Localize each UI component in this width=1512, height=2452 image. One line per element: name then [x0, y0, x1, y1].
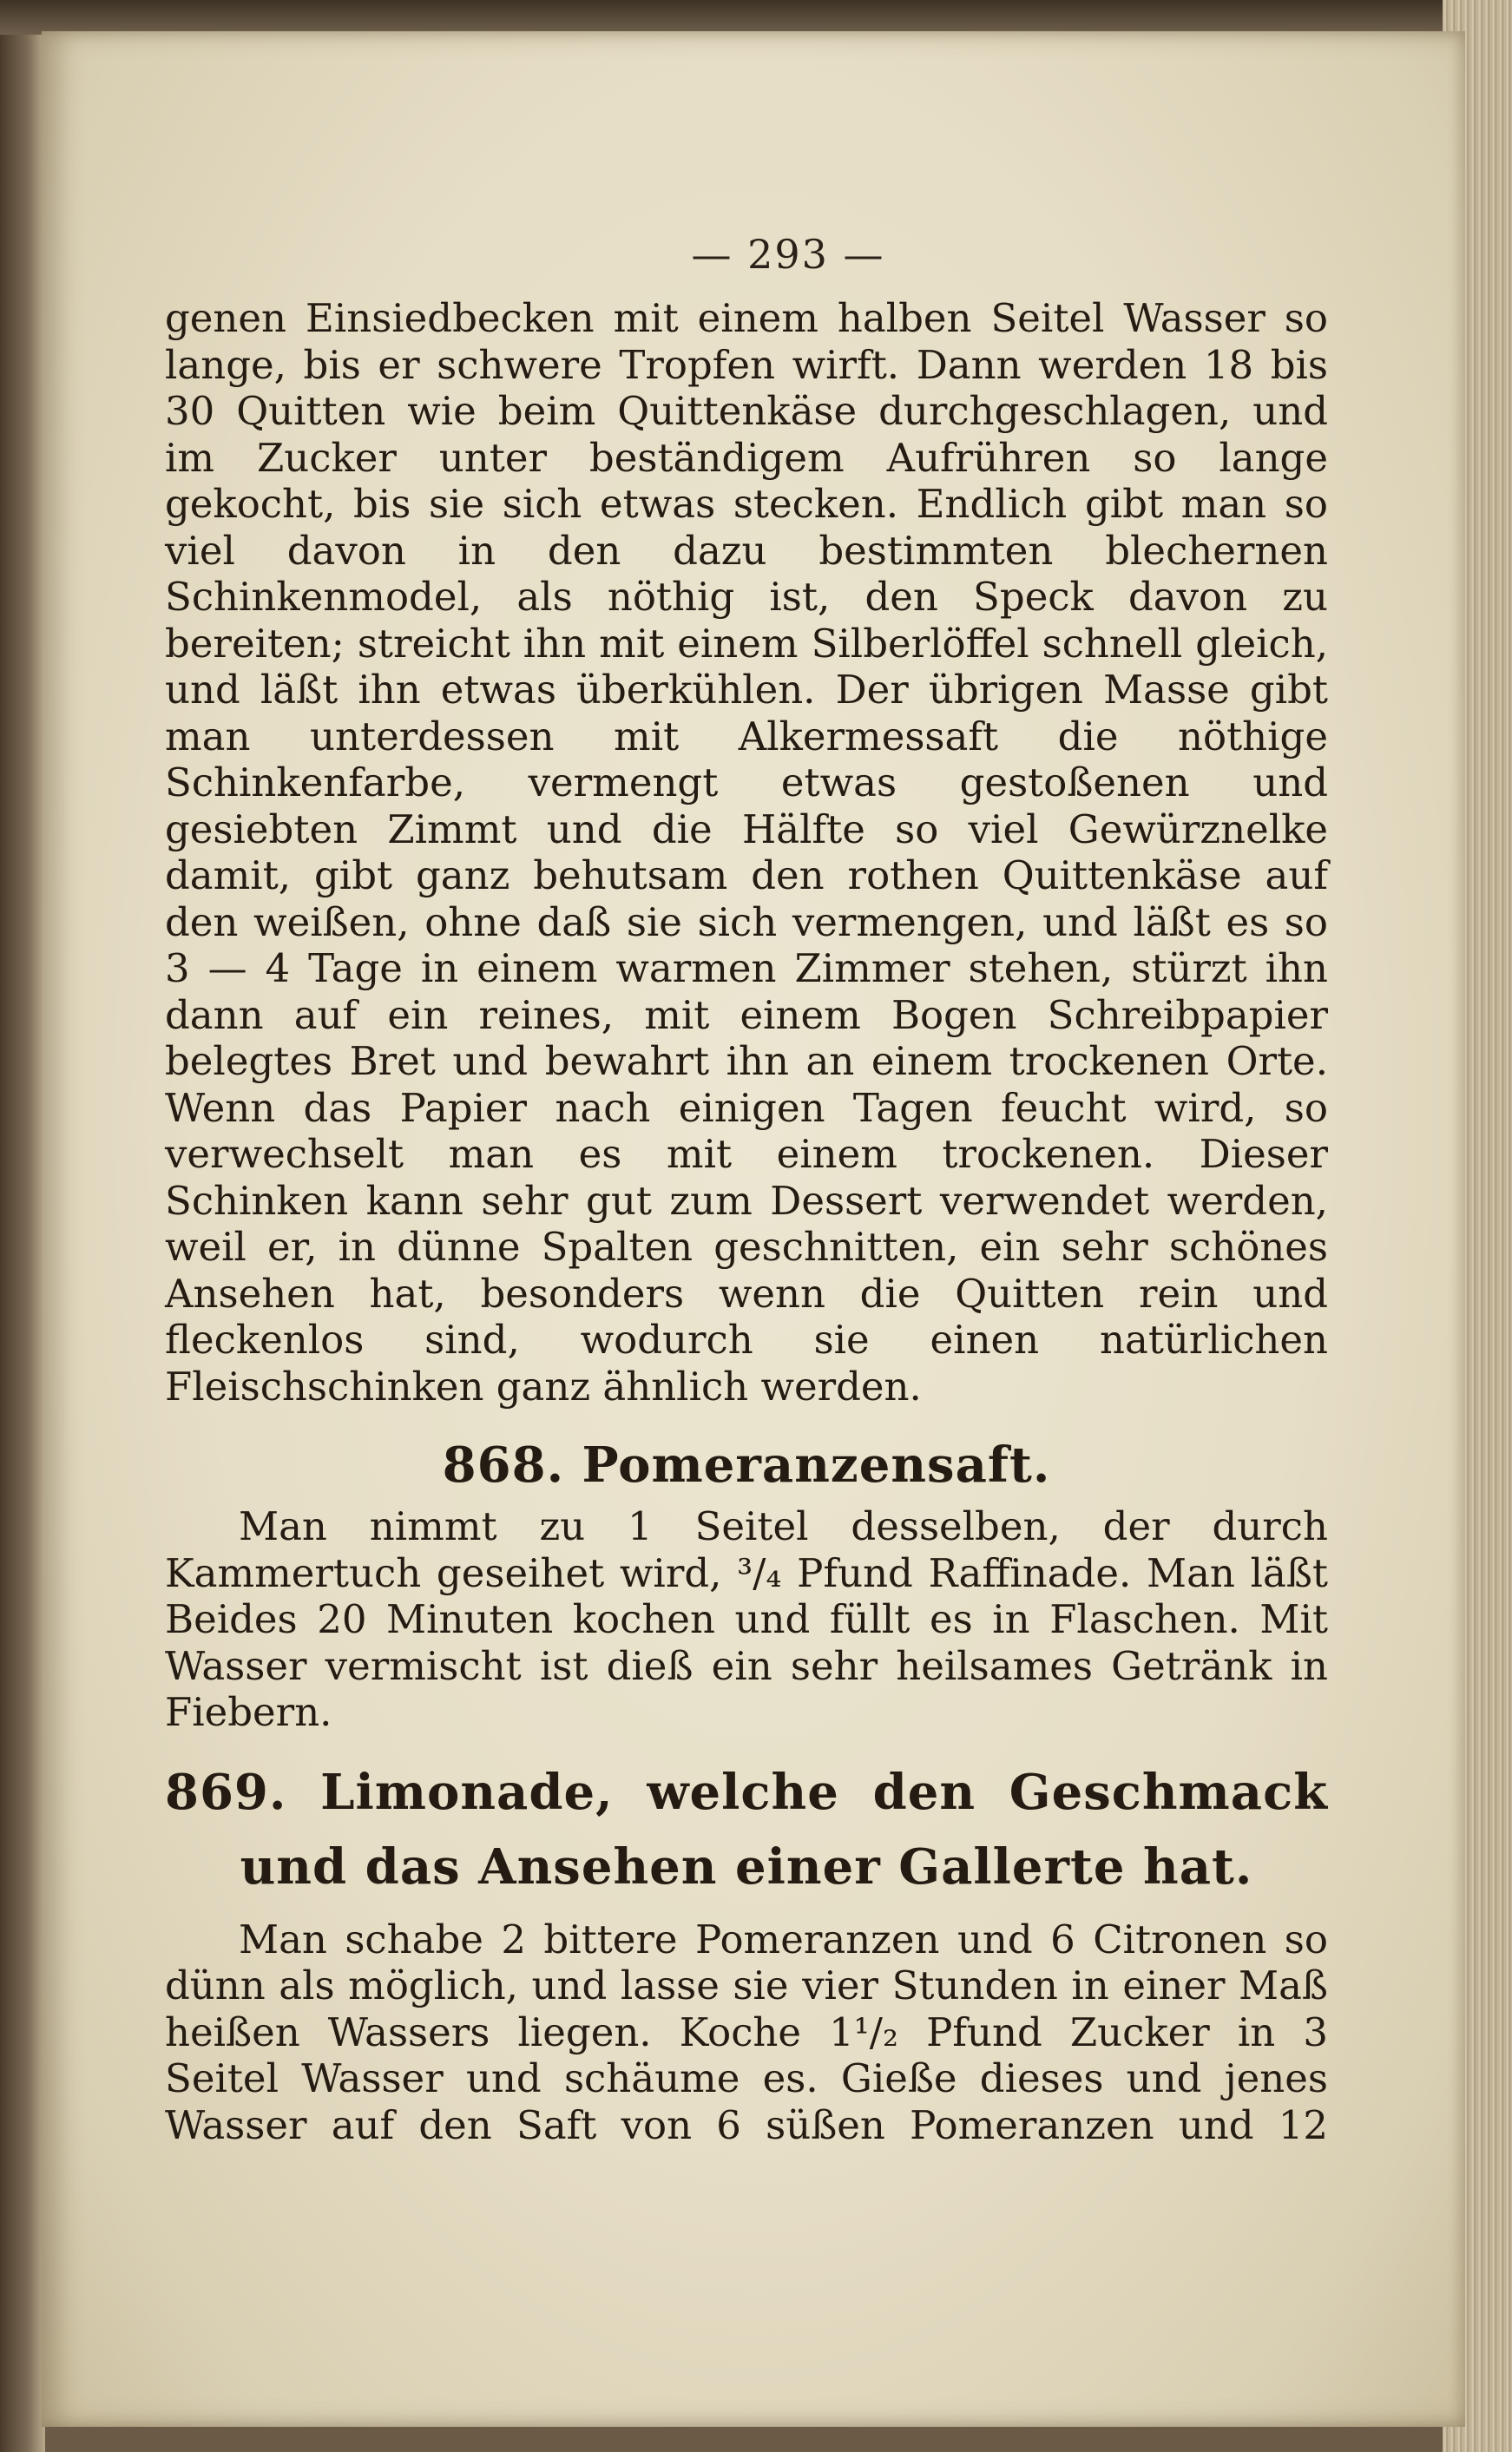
recipe-868-text: Man nimmt zu 1 Seitel desselben, der durch Kammertuch geseihet wird, ³/₄ Pfund Raffinade. Man läßt Beides 20 Minuten kochen und füllt es in Flaschen. Mit Wasser vermischt ist dieß ein sehr heilsames Getränk in Fiebern. — [165, 1503, 1328, 1735]
continued-paragraph: genen Einsiedbecken mit einem halben Seitel Wasser so lange, bis er schwere Tropfen wirft. Dann werden 18 bis 30 Quitten wie beim Quittenkäse durchgeschlagen, und im Zucker unter beständigem Aufrühren so lange gekocht, bis sie sich etwas stecken. Endlich gibt man so viel davon in den dazu bestimmten blechernen Schinkenmodel, als nöthig ist, den Speck davon zu bereiten; streicht ihn mit einem Silberlöffel schnell gleich, und läßt ihn etwas überkühlen. Der übrigen Masse gibt man unterdessen mit Alkermessaft die nöthige Schinkenfarbe, vermengt etwas gestoßenen und gesiebten Zimmt und die Hälfte so viel Gewürznelke damit, gibt ganz behutsam den rothen Quittenkäse auf den weißen, ohne daß sie sich vermengen, und läßt es so 3 — 4 Tage in einem warmen Zimmer stehen, stürzt ihn dann auf ein reines, mit einem Bogen Schreibpapier belegtes Bret und bewahrt ihn an einem trockenen Orte. Wenn das Papier nach einigen Tagen feucht wird, so verwechselt man es mit einem trockenen. Dieser Schinken kann sehr gut zum Dessert verwendet werden, weil er, in dünne Spalten geschnitten, ein sehr schönes Ansehen hat, besonders wenn die Quitten rein und fleckenlos sind, wodurch sie einen natürlichen Fleischschinken ganz ähnlich werden. — [165, 295, 1328, 1410]
page-text — [165, 295, 1328, 2148]
recipe-heading-869: 869. Limonade, welche den Geschmack und das Ansehen einer Gallerte hat. — [165, 1763, 1328, 1896]
book-top-edge — [0, 0, 1512, 35]
recipe-heading-868: 868. Pomeranzensaft. — [442, 1436, 1051, 1494]
book-binding — [0, 0, 45, 2452]
page-number: — 293 — — [691, 231, 885, 278]
recipe-869-text: Man schabe 2 bittere Pomeranzen und 6 Citronen so dünn als möglich, und lasse sie vier Stunden in einer Maß heißen Wassers liegen. Koche 1¹/₂ Pfund Zucker in 3 Seitel Wasser und schäume es. Gieße dieses und jenes Wasser auf den Saft von 6 süßen Pomeranzen und 12 — [165, 1916, 1328, 2148]
